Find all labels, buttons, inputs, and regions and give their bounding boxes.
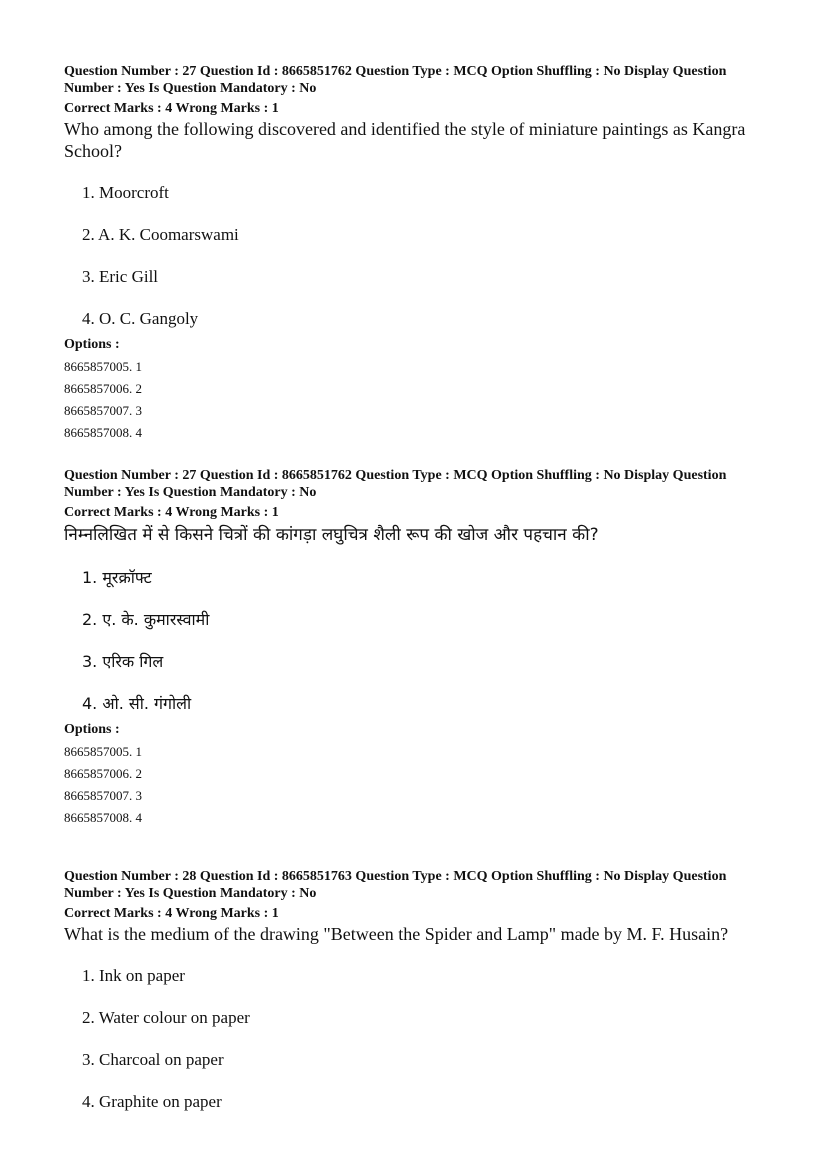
option-id: 8665857007. 3 [64, 788, 142, 803]
question-meta [64, 467, 764, 501]
option-id: 8665857005. 1 [64, 744, 142, 759]
question-text: What is the medium of the drawing "Between the Spider and Lamp" made by M. F. Husain? [64, 924, 729, 944]
question-meta-line: Question Number : 27 Question Id : 8665851762 Question Type : MCQ Option Shuffling : No Display Question [64, 64, 727, 79]
question-block [64, 868, 764, 1113]
question-block [64, 467, 764, 826]
question-block [64, 63, 764, 441]
choice-item: 1. मूरक्रॉफ्ट [82, 568, 152, 587]
option-id: 8665857008. 4 [64, 810, 142, 825]
question-meta-line: Number : Yes Is Question Mandatory : No [64, 485, 317, 500]
question-meta [64, 63, 764, 97]
choice-item: 2. ए. के. कुमारस्वामी [82, 610, 210, 629]
choice-item: 3. Charcoal on paper [82, 1050, 224, 1069]
question-text: निम्नलिखित में से किसने चित्रों की कांगड़ा लघुचित्र शैली रूप की खोज और पहचान की? [64, 525, 599, 545]
question-meta [64, 868, 764, 902]
choice-item: 2. A. K. Coomarswami [82, 225, 239, 244]
choice-item: 1. Ink on paper [82, 966, 185, 985]
choice-item: 3. Eric Gill [82, 267, 159, 286]
option-id: 8665857007. 3 [64, 403, 142, 418]
option-id: 8665857008. 4 [64, 425, 142, 440]
choice-item: 3. एरिक गिल [82, 652, 164, 671]
marks-line: Correct Marks : 4 Wrong Marks : 1 [64, 906, 279, 921]
options-label: Options : [64, 337, 120, 352]
question-meta-line: Number : Yes Is Question Mandatory : No [64, 886, 317, 901]
marks-line: Correct Marks : 4 Wrong Marks : 1 [64, 101, 279, 116]
option-id: 8665857006. 2 [64, 381, 142, 396]
option-id: 8665857005. 1 [64, 359, 142, 374]
marks-line: Correct Marks : 4 Wrong Marks : 1 [64, 505, 279, 520]
choice-item: 4. Graphite on paper [82, 1092, 222, 1111]
question-meta-line: Question Number : 27 Question Id : 8665851762 Question Type : MCQ Option Shuffling : No Display Question [64, 468, 727, 483]
choice-item: 1. Moorcroft [82, 183, 169, 202]
choice-item: 4. O. C. Gangoly [82, 309, 199, 328]
question-meta-line: Question Number : 28 Question Id : 8665851763 Question Type : MCQ Option Shuffling : No Display Question [64, 869, 727, 884]
choice-list [64, 567, 764, 715]
choice-item: 2. Water colour on paper [82, 1008, 250, 1027]
question-text: Who among the following discovered and identified the style of miniature paintings as Kangra School? [64, 119, 746, 161]
option-id: 8665857006. 2 [64, 766, 142, 781]
question-meta-line: Number : Yes Is Question Mandatory : No [64, 81, 317, 96]
choice-item: 4. ओ. सी. गंगोली [82, 694, 192, 713]
options-label: Options : [64, 722, 120, 737]
choice-list [64, 182, 764, 330]
choice-list [64, 965, 764, 1113]
